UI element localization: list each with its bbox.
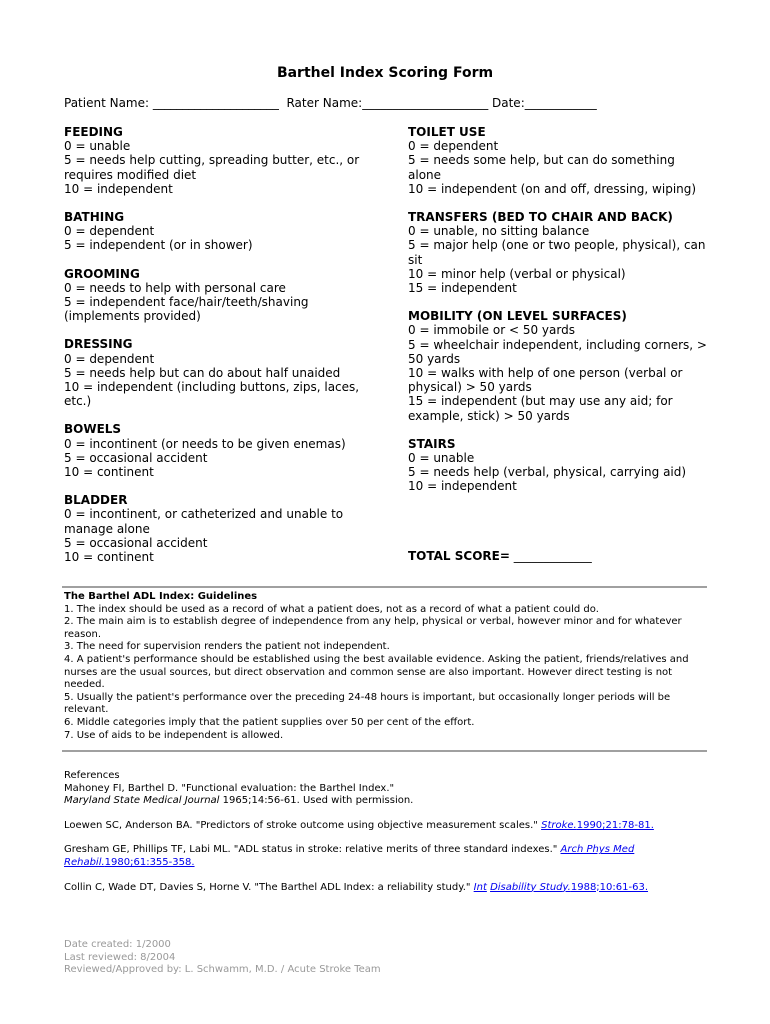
score-option: 10 = independent (on and off, dressing, wiping) (408, 181, 697, 196)
references-heading: References (64, 770, 120, 781)
journal-link[interactable]: Disability Study. (490, 881, 571, 893)
section-toilet-use (408, 125, 708, 196)
journal-link[interactable]: Int (473, 881, 487, 893)
reference-gresham (64, 844, 704, 869)
score-option: 0 = incontinent, or catheterized and unable to manage alone (64, 507, 344, 536)
total-score-blank: _____________ (509, 549, 592, 563)
score-option: 0 = dependent (64, 351, 155, 366)
section-transfers (408, 210, 708, 295)
section-heading: DRESSING (64, 337, 133, 352)
date-created: Date created: 1/2000 (64, 939, 171, 950)
citation-link[interactable]: 1990;21:78-81. (576, 819, 654, 831)
score-option: 0 = unable, no sitting balance (408, 224, 590, 239)
citation-link[interactable]: 1980;61:355-358. (104, 856, 195, 868)
section-heading: MOBILITY (ON LEVEL SURFACES) (408, 309, 627, 324)
reference-text: Mahoney FI, Barthel D. "Functional evaluation: the Barthel Index." (64, 782, 395, 794)
reference-link[interactable] (490, 882, 648, 893)
patient-rater-date-line: Patient Name: _____________________ Rater Name:_____________________ Date:____________ (64, 96, 597, 110)
score-option: 0 = dependent (408, 139, 499, 154)
section-heading: BATHING (64, 210, 125, 225)
section-heading: FEEDING (64, 125, 123, 139)
journal-link[interactable]: Arch Phys Med Rehabil. (64, 844, 635, 868)
references (64, 770, 704, 906)
section-feeding (64, 125, 364, 196)
total-score (408, 549, 592, 563)
section-heading: BOWELS (64, 422, 122, 437)
score-option: 5 = independent (or in shower) (64, 238, 253, 253)
footer (64, 939, 381, 977)
guidelines (64, 591, 704, 742)
section-dressing (64, 337, 364, 408)
left-column (64, 125, 364, 578)
total-score-label: TOTAL SCORE= (408, 549, 510, 563)
reviewed-approved-by: Reviewed/Approved by: L. Schwamm, M.D. / Acute Stroke Team (64, 964, 381, 976)
page-title: Barthel Index Scoring Form (276, 65, 494, 81)
score-option: 5 = independent face/hair/teeth/shaving (implements provided) (64, 295, 309, 324)
guideline-item: 6. Middle categories imply that the patient supplies over 50 per cent of the effort. (64, 716, 475, 728)
section-grooming (64, 267, 364, 324)
guideline-item: 4. A patient's performance should be established using the best available evidence. Asking the patient, friends/relatives and nurses are the usual sources, but direct observation and common sense are also important. However direct testing is not needed. (64, 653, 689, 691)
score-option: 0 = immobile or < 50 yards (408, 323, 575, 338)
score-option: 0 = unable (408, 451, 475, 466)
section-bathing (64, 210, 364, 253)
divider (62, 586, 707, 588)
score-option: 0 = needs to help with personal care (64, 280, 286, 295)
score-option: 10 = independent (64, 181, 173, 196)
score-option: 10 = continent (64, 465, 154, 480)
last-reviewed: Last reviewed: 8/2004 (64, 951, 176, 963)
score-option: 10 = independent (including buttons, zips, laces, etc.) (64, 380, 360, 409)
guideline-item: 7. Use of aids to be independent is allowed. (64, 729, 284, 741)
score-option: 5 = needs some help, but can do something alone (408, 153, 675, 182)
section-bowels (64, 422, 364, 479)
divider (62, 750, 707, 752)
score-option: 15 = independent (but may use any aid; for example, stick) > 50 yards (408, 394, 673, 423)
guidelines-heading: The Barthel ADL Index: Guidelines (64, 591, 258, 602)
section-mobility (408, 309, 708, 423)
reference-loewen (64, 820, 704, 833)
journal-link[interactable]: Stroke. (541, 819, 577, 831)
guideline-item: 2. The main aim is to establish degree of independence from any help, physical or verbal, however minor and for whatever reason. (64, 616, 682, 640)
score-option: 5 = occasional accident (64, 450, 208, 465)
score-option: 5 = needs help (verbal, physical, carrying aid) (408, 465, 687, 480)
score-option: 5 = major help (one or two people, physical), can sit (408, 238, 706, 267)
reference-text: Loewen SC, Anderson BA. "Predictors of stroke outcome using objective measurement scales." (64, 819, 542, 831)
section-stairs (408, 437, 708, 494)
section-heading: BLADDER (64, 493, 128, 508)
score-option: 0 = unable (64, 139, 131, 154)
reference-text: 1965;14:56-61. Used with permission. (219, 795, 414, 807)
score-option: 10 = walks with help of one person (verbal or physical) > 50 yards (408, 366, 683, 395)
score-option: 5 = wheelchair independent, including corners, > 50 yards (408, 337, 707, 366)
reference-text: Collin C, Wade DT, Davies S, Horne V. "The Barthel ADL Index: a reliability study." (64, 881, 474, 893)
score-option: 10 = independent (408, 479, 517, 494)
journal-name: Maryland State Medical Journal (64, 795, 220, 807)
score-option: 5 = occasional accident (64, 535, 208, 550)
score-option: 5 = needs help cutting, spreading butter, etc., or requires modified diet (64, 153, 360, 182)
right-column (408, 125, 708, 508)
score-option: 0 = incontinent (or needs to be given enemas) (64, 436, 346, 451)
score-option: 0 = dependent (64, 224, 155, 239)
section-heading: GROOMING (64, 266, 140, 281)
section-heading: STAIRS (408, 436, 456, 451)
section-heading: TRANSFERS (BED TO CHAIR AND BACK) (408, 210, 673, 225)
guideline-item: 3. The need for supervision renders the patient not independent. (64, 641, 390, 653)
section-heading: TOILET USE (408, 125, 486, 139)
guideline-item: 1. The index should be used as a record of what a patient does, not as a record of what a patient could do. (64, 603, 599, 615)
score-option: 10 = continent (64, 550, 154, 565)
reference-collin (64, 882, 704, 895)
section-bladder (64, 493, 364, 564)
guideline-item: 5. Usually the patient's performance over the preceding 24-48 hours is important, but occasionally longer periods will be relevant. (64, 691, 671, 716)
reference-link-int[interactable] (474, 882, 487, 893)
score-option: 15 = independent (408, 281, 517, 296)
citation-link[interactable]: 1988;10:61-63. (570, 881, 649, 893)
score-option: 5 = needs help but can do about half unaided (64, 365, 341, 380)
reference-mahoney (64, 783, 704, 808)
reference-text: Gresham GE, Phillips TF, Labi ML. "ADL status in stroke: relative merits of three standard indexes." (64, 844, 561, 856)
reference-link[interactable] (541, 820, 654, 831)
score-option: 10 = minor help (verbal or physical) (408, 266, 626, 281)
